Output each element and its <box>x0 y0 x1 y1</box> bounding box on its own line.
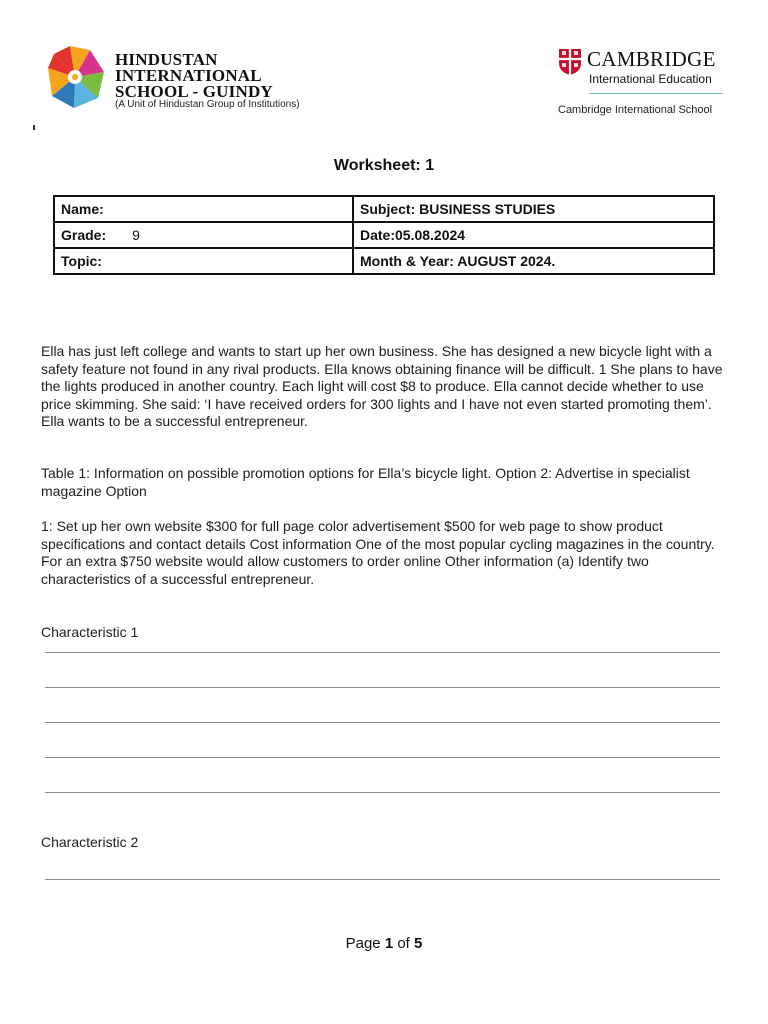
answer-line[interactable] <box>45 687 720 688</box>
worksheet-title: Worksheet: 1 <box>333 157 435 174</box>
cambridge-divider <box>589 93 723 94</box>
cambridge-logo <box>556 46 726 121</box>
topic-cell: Topic: <box>54 248 353 274</box>
cambridge-school-label: Cambridge International School <box>558 104 713 116</box>
school-subtitle: (A Unit of Hindustan Group of Institutions) <box>115 99 300 110</box>
stray-mark <box>33 125 35 130</box>
characteristic-2-label: Characteristic 2 <box>41 834 139 850</box>
school-emblem-icon <box>40 42 110 112</box>
answer-line[interactable] <box>45 722 720 723</box>
of-word: of <box>397 935 410 952</box>
date-cell: Date:05.08.2024 <box>353 222 714 248</box>
cambridge-crest-icon <box>558 48 582 76</box>
info-row-2 <box>54 222 714 248</box>
page-footer <box>0 935 768 952</box>
answer-line[interactable] <box>45 652 720 653</box>
current-page: 1 <box>384 935 394 952</box>
cambridge-subtitle: International Education <box>589 72 712 86</box>
grade-cell <box>54 222 353 248</box>
name-cell: Name: <box>54 196 353 222</box>
school-name-line-1: HINDUSTAN <box>115 50 218 69</box>
answer-line[interactable] <box>45 879 720 880</box>
school-name-line-2: INTERNATIONAL <box>115 66 262 85</box>
month-year-cell: Month & Year: AUGUST 2024. <box>353 248 714 274</box>
grade-value: 9 <box>132 227 140 243</box>
case-paragraph: Ella has just left college and wants to start up her own business. She has designed a new bicycle light with a safety feature not found in any rival products. Ella knows obtaining finance will be difficult. 1 She plans to have the lights produced in another country. Each light will cost $8 to produce. Ella cannot decide whether to use price skimming. She said: ‘I have received orders for 300 lights and I have not even started promoting them’. Ella wants to be a successful entrepreneur. <box>41 343 723 430</box>
answer-line[interactable] <box>45 792 720 793</box>
info-table <box>53 195 715 275</box>
promotion-info-paragraph: 1: Set up her own website $300 for full page color advertisement $500 for web page to show product specifications and contact details Cost information One of the most popular cycling magazines in the country. For an extra $750 website would allow customers to order online Other information (a) Identify two characteristics of a successful entrepreneur. <box>41 518 715 587</box>
school-name-line-3: SCHOOL - GUINDY <box>115 82 273 101</box>
subject-cell: Subject: BUSINESS STUDIES <box>353 196 714 222</box>
page-word: Page <box>345 935 381 952</box>
total-pages: 5 <box>414 935 423 952</box>
cambridge-wordmark: CAMBRIDGE <box>587 47 716 71</box>
school-logo <box>40 40 300 120</box>
grade-label: Grade: <box>61 227 107 243</box>
info-row-1 <box>54 196 714 222</box>
answer-line[interactable] <box>45 757 720 758</box>
table-intro-paragraph: Table 1: Information on possible promotion options for Ella’s bicycle light. Option 2: Advertise in specialist magazine Option <box>41 465 690 499</box>
info-row-3 <box>54 248 714 274</box>
characteristic-1-label: Characteristic 1 <box>41 624 139 640</box>
